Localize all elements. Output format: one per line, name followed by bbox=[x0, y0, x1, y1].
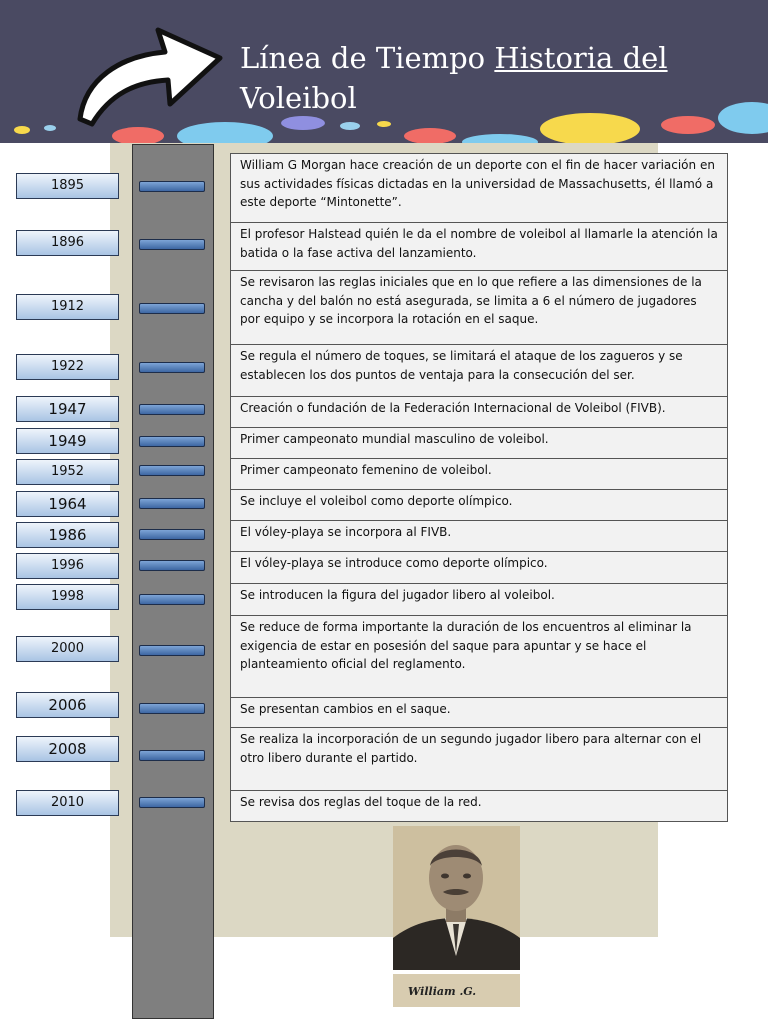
event-description-1896: El profesor Halstead quién le da el nombre de voleibol al llamarle la atención la batida o la fase activa del lanzamiento. bbox=[230, 222, 728, 271]
event-description-1998: Se introducen la figura del jugador libero al voleibol. bbox=[230, 583, 728, 616]
year-label-2006: 2006 bbox=[16, 692, 119, 718]
event-description-1986: El vóley-playa se incorpora al FIVB. bbox=[230, 520, 728, 552]
year-label-1949: 1949 bbox=[16, 428, 119, 454]
timeline-tick bbox=[139, 239, 205, 250]
year-label-2010: 2010 bbox=[16, 790, 119, 816]
year-label-1996: 1996 bbox=[16, 553, 119, 579]
year-label-1952: 1952 bbox=[16, 459, 119, 485]
header-banner bbox=[0, 0, 768, 143]
curved-arrow-icon bbox=[60, 14, 240, 132]
timeline-tick bbox=[139, 560, 205, 571]
timeline-tick bbox=[139, 465, 205, 476]
timeline-tick bbox=[139, 594, 205, 605]
timeline-tick bbox=[139, 750, 205, 761]
timeline-bar bbox=[132, 144, 214, 1019]
timeline-tick bbox=[139, 362, 205, 373]
event-description-2008: Se realiza la incorporación de un segundo jugador libero para alternar con el otro libero durante el partido. bbox=[230, 727, 728, 791]
event-description-1895: William G Morgan hace creación de un deporte con el fin de hacer variación en sus actividades físicas dictadas en la universidad de Massachusetts, él llamó a este deporte “Mintonette”. bbox=[230, 153, 728, 223]
year-label-1998: 1998 bbox=[16, 584, 119, 610]
timeline-tick bbox=[139, 303, 205, 314]
timeline-tick bbox=[139, 436, 205, 447]
year-label-1895: 1895 bbox=[16, 173, 119, 199]
page-title: Línea de Tiempo Historia del bbox=[240, 41, 668, 75]
event-description-1952: Primer campeonato femenino de voleibol. bbox=[230, 458, 728, 490]
event-description-2000: Se reduce de forma importante la duración de los encuentros al eliminar la exigencia de estar en posesión del saque para apuntar y se hace el planteamiento oficial del reglamento. bbox=[230, 615, 728, 698]
timeline-tick bbox=[139, 498, 205, 509]
page-title-line2: Voleibol bbox=[240, 81, 357, 115]
timeline-tick bbox=[139, 181, 205, 192]
event-description-1947: Creación o fundación de la Federación Internacional de Voleibol (FIVB). bbox=[230, 396, 728, 428]
event-description-1996: El vóley-playa se introduce como deporte olímpico. bbox=[230, 551, 728, 584]
timeline-tick bbox=[139, 645, 205, 656]
year-label-1922: 1922 bbox=[16, 354, 119, 380]
timeline-tick bbox=[139, 703, 205, 714]
event-description-1912: Se revisaron las reglas iniciales que en lo que refiere a las dimensiones de la cancha y del balón no está asegurada, se limita a 6 el número de jugadores por equipo y se incorpora la rotación en el saque. bbox=[230, 270, 728, 345]
event-description-2010: Se revisa dos reglas del toque de la red. bbox=[230, 790, 728, 822]
portrait-photo bbox=[393, 826, 520, 970]
timeline-tick bbox=[139, 797, 205, 808]
event-description-1949: Primer campeonato mundial masculino de voleibol. bbox=[230, 427, 728, 459]
event-description-1922: Se regula el número de toques, se limitará el ataque de los zagueros y se establecen los dos puntos de ventaja para la consecución del ser. bbox=[230, 344, 728, 397]
event-description-2006: Se presentan cambios en el saque. bbox=[230, 697, 728, 728]
year-label-1964: 1964 bbox=[16, 491, 119, 517]
event-description-1964: Se incluye el voleibol como deporte olímpico. bbox=[230, 489, 728, 521]
year-label-2000: 2000 bbox=[16, 636, 119, 662]
timeline-tick bbox=[139, 404, 205, 415]
timeline-tick bbox=[139, 529, 205, 540]
year-label-2008: 2008 bbox=[16, 736, 119, 762]
portrait-caption: William .G. bbox=[408, 985, 477, 998]
year-label-1947: 1947 bbox=[16, 396, 119, 422]
year-label-1896: 1896 bbox=[16, 230, 119, 256]
year-label-1986: 1986 bbox=[16, 522, 119, 548]
year-label-1912: 1912 bbox=[16, 294, 119, 320]
